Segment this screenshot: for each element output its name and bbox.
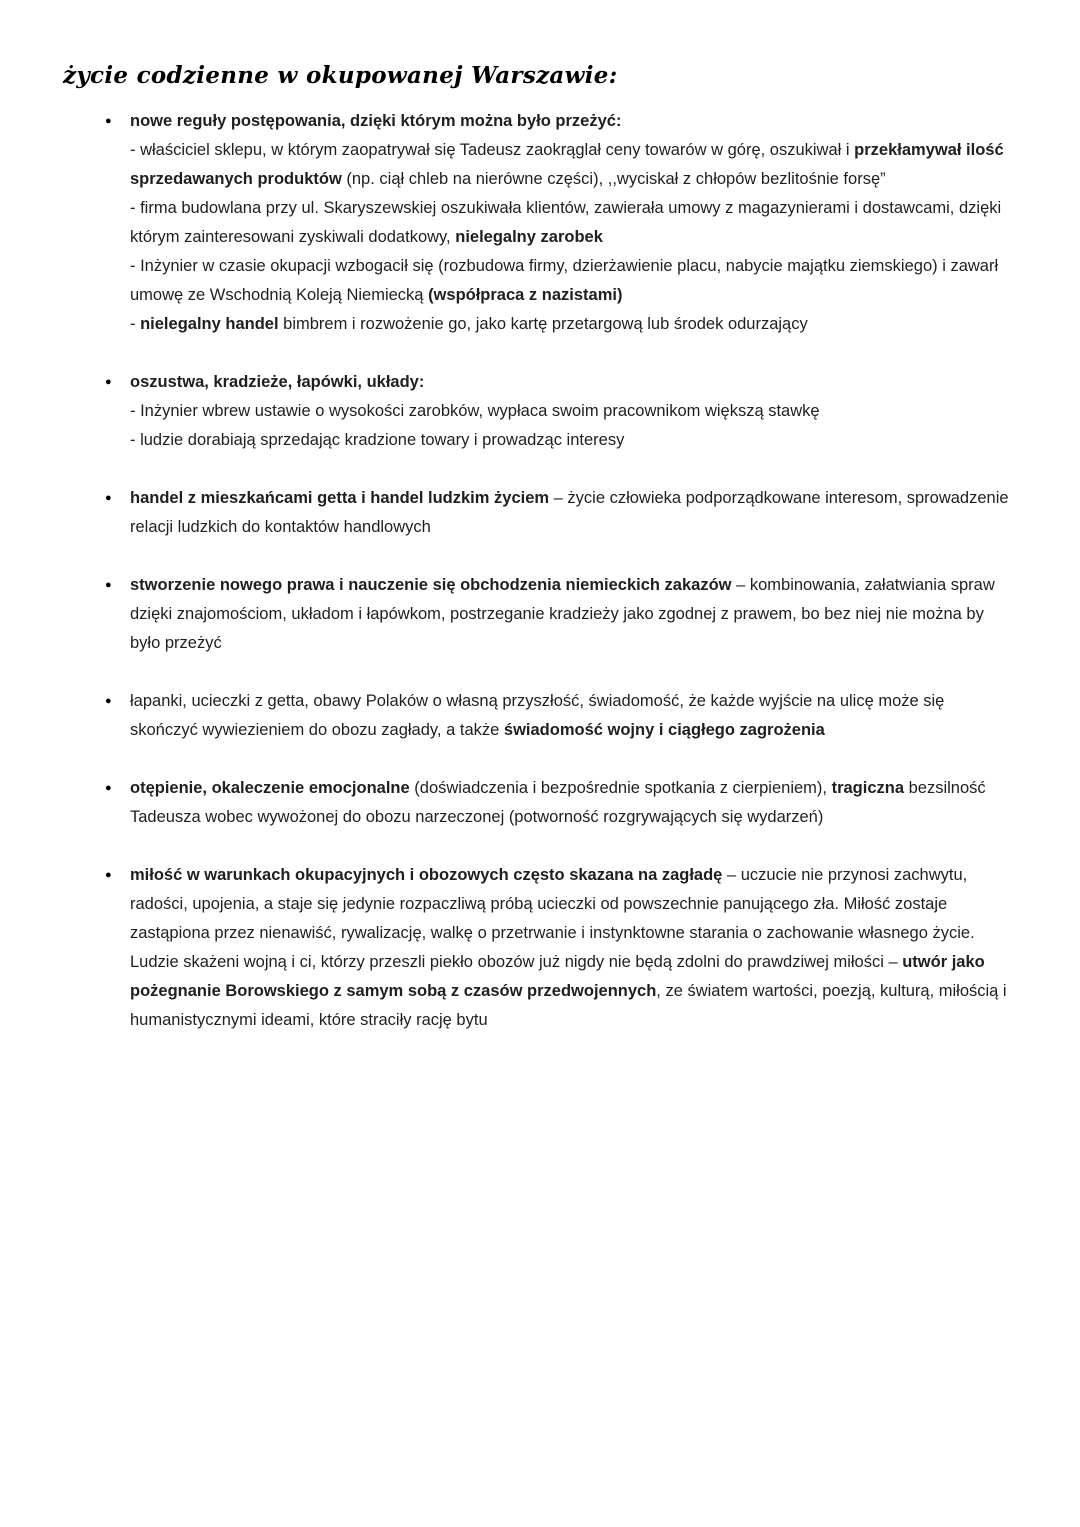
- text-line: [130, 571, 1016, 658]
- bold-text: przekłamywał ilość sprzedawanych produktów: [130, 141, 1004, 188]
- bullet-content: [130, 861, 1016, 1035]
- list-item: [105, 484, 1016, 542]
- bold-text: oszustwa, kradzieże, łapówki, układy:: [130, 373, 425, 391]
- text: – kombinowania, załatwiania spraw dzięki znajomościom, układom i łapówkom, postrzeganie kradzieży jako zgodnej z prawem, bo bez niej nie można by było przeżyć: [130, 576, 995, 652]
- bullet-content: [130, 687, 1016, 745]
- list-item: [105, 107, 1016, 339]
- text-line: [130, 368, 1016, 397]
- bold-text: otępienie, okaleczenie emocjonalne: [130, 779, 410, 797]
- text: -: [130, 315, 141, 333]
- bold-text: nielegalny handel: [140, 315, 279, 333]
- page-title: życie codzienne w okupowanej Warszawie:: [63, 62, 618, 89]
- text: - ludzie dorabiają sprzedając kradzione towary i prowadząc interesy: [130, 431, 625, 449]
- bullet-content: [130, 571, 1016, 658]
- text: - Inżynier w czasie okupacji wzbogacił się (rozbudowa firmy, dzierżawienie placu, nabycie majątku ziemskiego) i zawarł umowę ze Wschodnią Koleją Niemiecką: [130, 257, 999, 304]
- text: (np. ciął chleb na nierówne części), ,,wyciskał z chłopów bezlitośnie forsę”: [341, 170, 886, 188]
- text-line: [130, 426, 1016, 455]
- bold-text: nielegalny zarobek: [455, 228, 603, 246]
- text-line: [130, 397, 1016, 426]
- text-line: [130, 310, 1016, 339]
- bullet-disc-icon: ●: [105, 782, 112, 794]
- bullet-list: [105, 107, 1016, 1035]
- bullet-content: [130, 484, 1016, 542]
- text: , ze światem wartości, poezją, kulturą, miłością i humanistycznymi ideami, które straciły rację bytu: [130, 982, 1007, 1029]
- text-line: [130, 774, 1016, 832]
- bullet-content: [130, 368, 1016, 455]
- bold-text: nowe reguły postępowania, dzięki którym można było przeżyć:: [130, 112, 622, 130]
- list-item: [105, 571, 1016, 658]
- text: - właściciel sklepu, w którym zaopatrywał się Tadeusz zaokrąglał ceny towarów w górę, oszukiwał i: [130, 141, 855, 159]
- list-item: [105, 861, 1016, 1035]
- text: łapanki, ucieczki z getta, obawy Polaków o własną przyszłość, świadomość, że każde wyjście na ulicę może się skończyć wywiezieniem do obozu zagłady, a także: [130, 692, 945, 739]
- list-item: [105, 774, 1016, 832]
- text: (doświadczenia i bezpośrednie spotkania z cierpieniem),: [409, 779, 832, 797]
- bold-text: stworzenie nowego prawa i nauczenie się obchodzenia niemieckich zakazów: [130, 576, 732, 594]
- text-line: [130, 687, 1016, 745]
- bold-text: handel z mieszkańcami getta i handel ludzkim życiem: [130, 489, 550, 507]
- bullet-disc-icon: ●: [105, 695, 112, 707]
- bullet-disc-icon: ●: [105, 376, 112, 388]
- text: - firma budowlana przy ul. Skaryszewskiej oszukiwała klientów, zawierała umowy z magazynierami i dostawcami, dzięki którym zainteresowani zyskiwali dodatkowy,: [130, 199, 1002, 246]
- bullet-content: [130, 774, 1016, 832]
- text-line: [130, 252, 1016, 310]
- list-item: [105, 368, 1016, 455]
- text-line: [130, 136, 1016, 194]
- bold-text: (współpraca z nazistami): [428, 286, 623, 304]
- text-line: [130, 861, 1016, 1035]
- text-line: [130, 484, 1016, 542]
- list-item: [105, 687, 1016, 745]
- bold-text: miłość w warunkach okupacyjnych i obozowych często skazana na zagładę: [130, 866, 723, 884]
- text: - Inżynier wbrew ustawie o wysokości zarobków, wypłaca swoim pracownikom większą stawkę: [130, 402, 820, 420]
- bold-text: świadomość wojny i ciągłego zagrożenia: [503, 721, 825, 739]
- text-line: [130, 194, 1016, 252]
- text: – uczucie nie przynosi zachwytu, radości, upojenia, a staje się jedynie rozpaczliwą próbą ucieczki od powszechnie panującego zła. Miłość zostaje zastąpiona przez nienawiść, rywalizację, walkę o przetrwanie i instynktowne starania o zachowanie własnego życie. Ludzie skażeni wojną i ci, którzy przeszli piekło obozów już nigdy nie będą zdolni do prawdziwej miłości –: [130, 866, 975, 971]
- bullet-disc-icon: ●: [105, 579, 112, 591]
- bullet-disc-icon: ●: [105, 115, 112, 127]
- bullet-disc-icon: ●: [105, 492, 112, 504]
- bullet-content: [130, 107, 1016, 339]
- bold-text: utwór jako pożegnanie Borowskiego z samym sobą z czasów przedwojennych: [130, 953, 985, 1000]
- text: bimbrem i rozwożenie go, jako kartę przetargową lub środek odurzający: [278, 315, 808, 333]
- text-line: [130, 107, 1016, 136]
- bold-text: tragiczna: [831, 779, 905, 797]
- text: – życie człowieka podporządkowane interesom, sprowadzenie relacji ludzkich do kontaktów handlowych: [130, 489, 1009, 536]
- text: bezsilność Tadeusza wobec wywożonej do obozu narzeczonej (potworność rozgrywających się wydarzeń): [130, 779, 986, 826]
- bullet-disc-icon: ●: [105, 869, 112, 881]
